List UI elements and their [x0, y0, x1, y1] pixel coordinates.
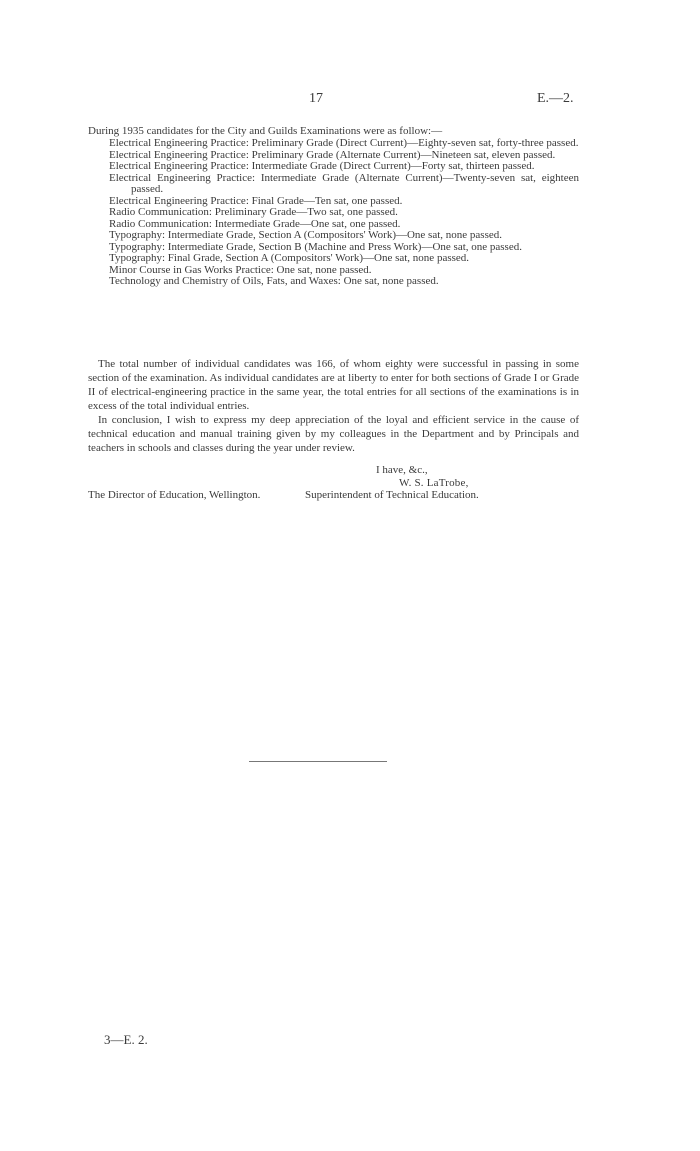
- list-item: Electrical Engineering Practice: Final Grade—Ten sat, one passed.: [109, 194, 403, 207]
- list-item: Electrical Engineering Practice: Intermediate Grade (Alternate Current)—Twenty-seven sat, eighteen passed.: [109, 171, 579, 195]
- list-item: Electrical Engineering Practice: Intermediate Grade (Direct Current)—Forty sat, thirteen passed.: [109, 160, 535, 172]
- intro-line: During 1935 candidates for the City and Guilds Examinations were as follow:—: [88, 125, 443, 137]
- list-item: Radio Communication: Intermediate Grade—One sat, one passed.: [109, 217, 401, 230]
- document-reference: E.—2.: [537, 91, 574, 106]
- sheet-mark: 3—E. 2.: [104, 1032, 148, 1047]
- exam-results-list: [109, 138, 579, 288]
- list-item: Electrical Engineering Practice: Preliminary Grade (Direct Current)—Eighty-seven sat, forty-three passed.: [109, 137, 579, 149]
- list-item: Technology and Chemistry of Oils, Fats, and Waxes: One sat, none passed.: [109, 275, 439, 287]
- signature-closing: I have, &c.,: [376, 464, 428, 476]
- signature-name: W. S. LaTrobe,: [399, 477, 469, 489]
- divider-rule: [249, 761, 387, 762]
- page-number: 17: [309, 91, 323, 106]
- list-item: Radio Communication: Preliminary Grade—Two sat, one passed.: [109, 206, 398, 218]
- list-item: Typography: Intermediate Grade, Section A (Compositors' Work)—One sat, none passed.: [109, 229, 502, 241]
- paragraph-conclusion: In conclusion, I wish to express my deep appreciation of the loyal and efficient service in the cause of technical education and manual training given by my colleagues in the Department and by Principals and teachers in schools and classes during the year under review.: [88, 414, 579, 454]
- signature-title: Superintendent of Technical Education.: [305, 489, 479, 501]
- addressee: The Director of Education, Wellington.: [88, 489, 261, 501]
- paragraph-totals: The total number of individual candidates was 166, of whom eighty were successful in passing in some section of the examination. As individual candidates are at liberty to enter for both sections of Grade I or Grade II of electrical-engineering practice in the same year, the total entries for all sections of the examinations is in excess of the total individual entries.: [88, 358, 579, 412]
- list-item: Typography: Intermediate Grade, Section B (Machine and Press Work)—One sat, one passed.: [109, 240, 522, 253]
- list-item: Electrical Engineering Practice: Preliminary Grade (Alternate Current)—Nineteen sat, eleven passed.: [109, 148, 556, 161]
- list-item: Minor Course in Gas Works Practice: One sat, none passed.: [109, 263, 372, 276]
- list-item: Typography: Final Grade, Section A (Compositors' Work)—One sat, none passed.: [109, 252, 470, 264]
